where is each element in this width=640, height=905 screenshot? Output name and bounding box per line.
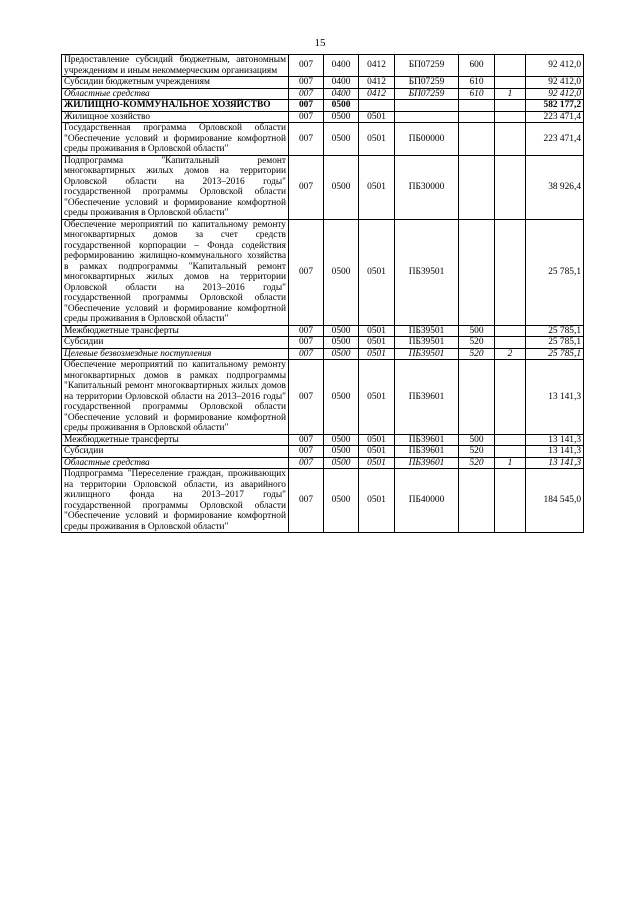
target-article-cell: БП07259 [395, 88, 459, 100]
table-row [62, 469, 584, 533]
ved-code-cell: 007 [289, 457, 324, 469]
table-row [62, 100, 584, 112]
subsection-code-cell: 0412 [359, 77, 395, 89]
ved-code-cell: 007 [289, 155, 324, 219]
row-name-cell: Обеспечение мероприятий по капитальному ремонту многоквартирных домов в рамках подпрограммы "Капитальный ремонт многоквартирных жилых домов на территории Орловской области на 2013–2016 годы" государственной программы Орловской области "Обеспечение условий и формирование комфортной среды проживания в Орловской области" [62, 360, 289, 435]
section-code-cell: 0500 [324, 111, 359, 123]
section-code-cell: 0500 [324, 348, 359, 360]
subsection-code-cell: 0412 [359, 55, 395, 77]
source-cell: 1 [495, 457, 526, 469]
table-row [62, 88, 584, 100]
amount-cell: 92 412,0 [526, 88, 584, 100]
row-name-cell: Жилищное хозяйство [62, 111, 289, 123]
target-article-cell: ПБ39501 [395, 219, 459, 325]
expense-type-cell: 600 [459, 55, 495, 77]
target-article-cell: ПБ40000 [395, 469, 459, 533]
table-row [62, 434, 584, 446]
expense-type-cell: 500 [459, 325, 495, 337]
source-cell: 1 [495, 88, 526, 100]
section-code-cell: 0500 [324, 123, 359, 156]
row-name-cell: Целевые безвозмездные поступления [62, 348, 289, 360]
section-code-cell: 0500 [324, 155, 359, 219]
subsection-code-cell: 0501 [359, 348, 395, 360]
amount-cell: 223 471,4 [526, 123, 584, 156]
subsection-code-cell: 0501 [359, 446, 395, 458]
target-article-cell: ПБ39501 [395, 348, 459, 360]
ved-code-cell: 007 [289, 325, 324, 337]
budget-table [61, 54, 584, 533]
ved-code-cell: 007 [289, 77, 324, 89]
amount-cell: 13 141,3 [526, 360, 584, 435]
amount-cell: 223 471,4 [526, 111, 584, 123]
subsection-code-cell: 0501 [359, 457, 395, 469]
row-name-cell: Государственная программа Орловской области "Обеспечение условий и формирование комфортной среды проживания в Орловской области" [62, 123, 289, 156]
table-row [62, 360, 584, 435]
table-row [62, 55, 584, 77]
table-row [62, 123, 584, 156]
row-name-cell: Межбюджетные трансферты [62, 434, 289, 446]
expense-type-cell [459, 360, 495, 435]
expense-type-cell: 520 [459, 446, 495, 458]
table-row [62, 325, 584, 337]
expense-type-cell [459, 123, 495, 156]
subsection-code-cell: 0501 [359, 469, 395, 533]
table-row [62, 155, 584, 219]
source-cell [495, 434, 526, 446]
source-cell [495, 337, 526, 349]
target-article-cell: ПБ39601 [395, 360, 459, 435]
subsection-code-cell: 0501 [359, 123, 395, 156]
section-code-cell: 0400 [324, 55, 359, 77]
subsection-code-cell: 0501 [359, 434, 395, 446]
expense-type-cell [459, 111, 495, 123]
expense-type-cell: 610 [459, 77, 495, 89]
amount-cell: 25 785,1 [526, 337, 584, 349]
table-row [62, 219, 584, 325]
ved-code-cell: 007 [289, 446, 324, 458]
budget-table-body [62, 55, 584, 533]
table-row [62, 77, 584, 89]
expense-type-cell [459, 155, 495, 219]
subsection-code-cell: 0501 [359, 219, 395, 325]
ved-code-cell: 007 [289, 123, 324, 156]
amount-cell: 184 545,0 [526, 469, 584, 533]
row-name-cell: Межбюджетные трансферты [62, 325, 289, 337]
amount-cell: 25 785,1 [526, 348, 584, 360]
ved-code-cell: 007 [289, 55, 324, 77]
target-article-cell [395, 111, 459, 123]
subsection-code-cell: 0501 [359, 111, 395, 123]
target-article-cell: ПБ00000 [395, 123, 459, 156]
ved-code-cell: 007 [289, 360, 324, 435]
table-row [62, 457, 584, 469]
row-name-cell: Предоставление субсидий бюджетным, автономным учреждениям и иным некоммерческим организациям [62, 55, 289, 77]
ved-code-cell: 007 [289, 100, 324, 112]
page-number: 15 [314, 37, 326, 49]
target-article-cell: БП07259 [395, 77, 459, 89]
source-cell [495, 219, 526, 325]
subsection-code-cell: 0501 [359, 155, 395, 219]
row-name-cell: Областные средства [62, 457, 289, 469]
ved-code-cell: 007 [289, 337, 324, 349]
amount-cell: 25 785,1 [526, 325, 584, 337]
source-cell [495, 55, 526, 77]
target-article-cell: ПБ39501 [395, 325, 459, 337]
source-cell [495, 77, 526, 89]
table-row [62, 446, 584, 458]
row-name-cell: Обеспечение мероприятий по капитальному ремонту многоквартирных домов за счет средств государственной корпорации – Фонда содействия реформированию жилищно-коммунального хозяйства в рамках подпрограммы "Капитальный ремонт многоквартирных жилых домов на территории Орловской области на 2013–2016 годы" государственной программы Орловской области "Обеспечение условий и формирование комфортной среды проживания в Орловской области" [62, 219, 289, 325]
source-cell [495, 123, 526, 156]
ved-code-cell: 007 [289, 111, 324, 123]
target-article-cell: ПБ39601 [395, 434, 459, 446]
expense-type-cell: 520 [459, 337, 495, 349]
source-cell [495, 155, 526, 219]
row-name-cell: Субсидии [62, 446, 289, 458]
subsection-code-cell: 0412 [359, 88, 395, 100]
target-article-cell: ПБ39601 [395, 457, 459, 469]
source-cell: 2 [495, 348, 526, 360]
source-cell [495, 100, 526, 112]
section-code-cell: 0500 [324, 446, 359, 458]
target-article-cell: ПБ39501 [395, 337, 459, 349]
expense-type-cell [459, 219, 495, 325]
section-code-cell: 0500 [324, 100, 359, 112]
section-code-cell: 0500 [324, 337, 359, 349]
row-name-cell: Субсидии бюджетным учреждениям [62, 77, 289, 89]
expense-type-cell [459, 100, 495, 112]
table-row [62, 337, 584, 349]
subsection-code-cell: 0501 [359, 360, 395, 435]
amount-cell: 25 785,1 [526, 219, 584, 325]
source-cell [495, 325, 526, 337]
subsection-code-cell: 0501 [359, 337, 395, 349]
row-name-cell: Областные средства [62, 88, 289, 100]
ved-code-cell: 007 [289, 434, 324, 446]
expense-type-cell: 500 [459, 434, 495, 446]
section-code-cell: 0500 [324, 325, 359, 337]
row-name-cell: Субсидии [62, 337, 289, 349]
source-cell [495, 446, 526, 458]
expense-type-cell: 520 [459, 348, 495, 360]
amount-cell: 13 141,3 [526, 457, 584, 469]
source-cell [495, 469, 526, 533]
expense-type-cell [459, 469, 495, 533]
amount-cell: 13 141,3 [526, 434, 584, 446]
amount-cell: 92 412,0 [526, 55, 584, 77]
row-name-cell: Подпрограмма "Капитальный ремонт многоквартирных жилых домов на территории Орловской области на 2013–2016 годы" государственной программы Орловской области "Обеспечение условий и формирование комфортной среды проживания в Орловской области" [62, 155, 289, 219]
amount-cell: 38 926,4 [526, 155, 584, 219]
table-row [62, 111, 584, 123]
amount-cell: 13 141,3 [526, 446, 584, 458]
target-article-cell: ПБ39601 [395, 446, 459, 458]
target-article-cell: БП07259 [395, 55, 459, 77]
target-article-cell [395, 100, 459, 112]
row-name-cell: ЖИЛИЩНО-КОММУНАЛЬНОЕ ХОЗЯЙСТВО [62, 100, 289, 112]
subsection-code-cell: 0501 [359, 325, 395, 337]
source-cell [495, 111, 526, 123]
expense-type-cell: 520 [459, 457, 495, 469]
section-code-cell: 0500 [324, 434, 359, 446]
section-code-cell: 0500 [324, 219, 359, 325]
ved-code-cell: 007 [289, 469, 324, 533]
section-code-cell: 0500 [324, 469, 359, 533]
section-code-cell: 0500 [324, 360, 359, 435]
expense-type-cell: 610 [459, 88, 495, 100]
section-code-cell: 0500 [324, 457, 359, 469]
amount-cell: 92 412,0 [526, 77, 584, 89]
ved-code-cell: 007 [289, 348, 324, 360]
subsection-code-cell [359, 100, 395, 112]
section-code-cell: 0400 [324, 88, 359, 100]
source-cell [495, 360, 526, 435]
row-name-cell: Подпрограмма "Переселение граждан, проживающих на территории Орловской области, из аварийного жилищного фонда на 2013–2017 годы" государственной программы Орловской области "Обеспечение условий и формирование комфортной среды проживания в Орловской области" [62, 469, 289, 533]
section-code-cell: 0400 [324, 77, 359, 89]
ved-code-cell: 007 [289, 219, 324, 325]
target-article-cell: ПБ30000 [395, 155, 459, 219]
amount-cell: 582 177,2 [526, 100, 584, 112]
ved-code-cell: 007 [289, 88, 324, 100]
table-row [62, 348, 584, 360]
